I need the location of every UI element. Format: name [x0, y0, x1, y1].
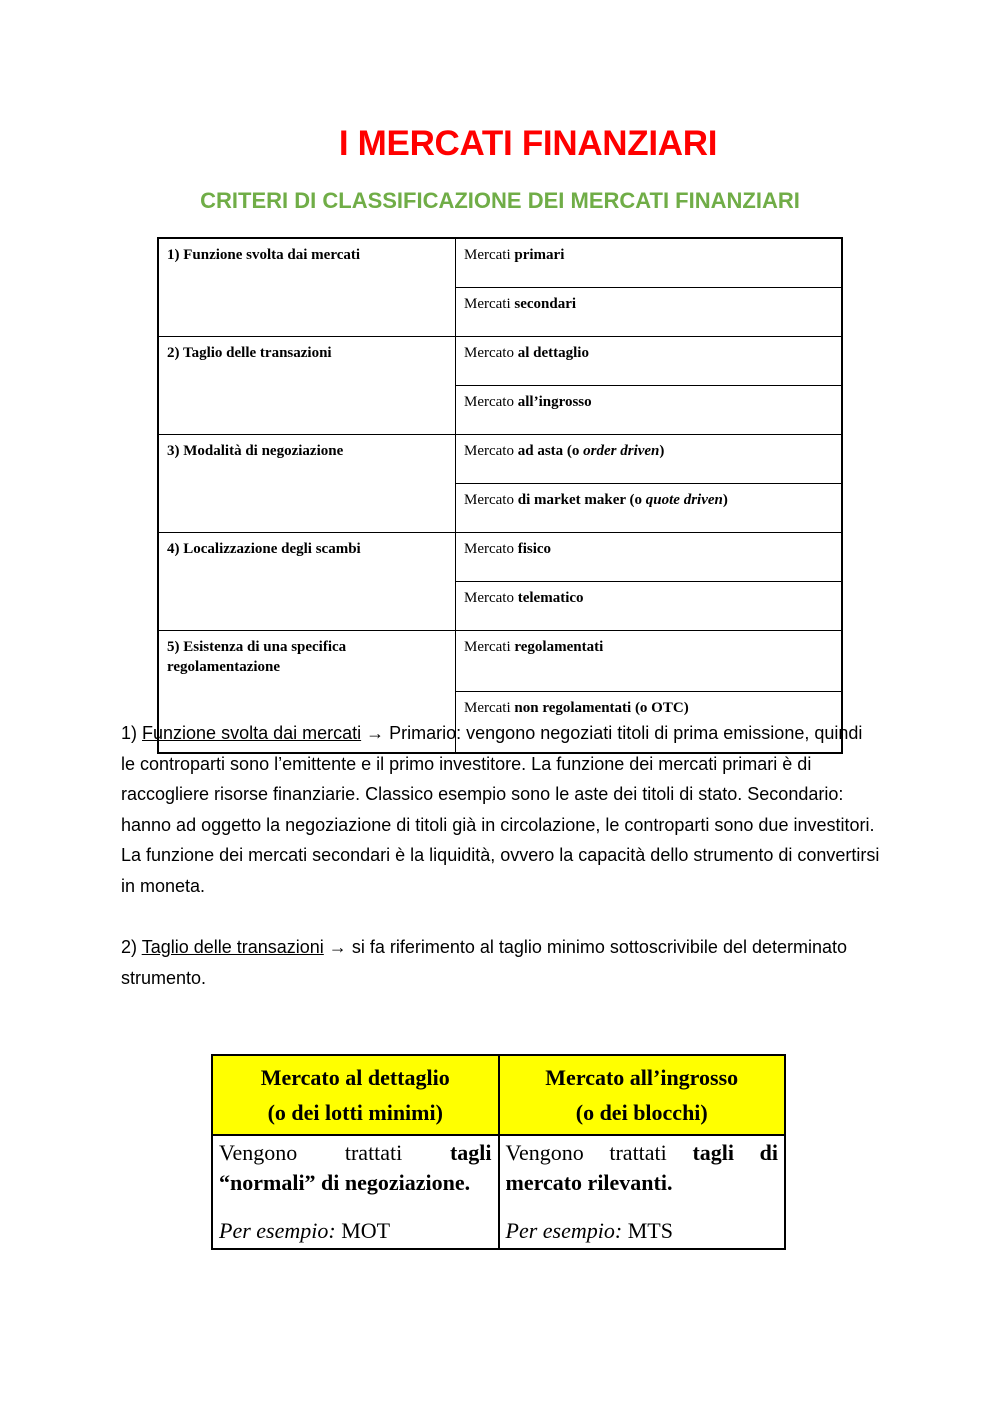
table-row [158, 238, 842, 288]
option-cell: Mercati regolamentati [456, 631, 843, 692]
option-cell: Mercati secondari [456, 288, 843, 337]
option-cell: Mercato all’ingrosso [456, 386, 843, 435]
option-cell: Mercato al dettaglio [456, 337, 843, 386]
option-cell: Mercati primari [456, 238, 843, 288]
criterion-cell: 1) Funzione svolta dai mercati [158, 238, 456, 337]
table-cell: Vengono trattati tagli di mercato rilevanti. Per esempio: MTS [499, 1135, 786, 1249]
header-cell: Mercato all’ingrosso (o dei blocchi) [499, 1055, 786, 1135]
option-cell: Mercati non regolamentati (o OTC) [456, 692, 843, 754]
option-cell: Mercato fisico [456, 533, 843, 582]
option-cell: Mercato telematico [456, 582, 843, 631]
table-row [158, 631, 842, 692]
criterion-cell: 2) Taglio delle transazioni [158, 337, 456, 435]
table-row [158, 533, 842, 582]
option-cell: Mercato di market maker (o quote driven) [456, 484, 843, 533]
table-cell: Vengono trattati tagli “normali” di negoziazione. Per esempio: MOT [212, 1135, 499, 1249]
option-cell: Mercato ad asta (o order driven) [456, 435, 843, 484]
criterion-cell: 5) Esistenza di una specifica regolamentazione [158, 631, 456, 754]
classification-table [157, 237, 843, 754]
transaction-size-table [211, 1054, 786, 1250]
paragraph-heading: Taglio delle transazioni [141, 937, 324, 957]
page-title: I MERCATI FINANZIARI [338, 124, 718, 163]
table-header-row [212, 1055, 785, 1135]
arrow-icon: → [361, 723, 390, 743]
criterion-cell: 4) Localizzazione degli scambi [158, 533, 456, 631]
page-subtitle: CRITERI DI CLASSIFICAZIONE DEI MERCATI FINANZIARI [200, 188, 800, 213]
table-row [158, 435, 842, 484]
paragraph-funzione: 1) Funzione svolta dai mercati → Primario: vengono negoziati titoli di prima emissione, quindi le controparti sono l’emittente e il primo investitore. La funzione dei mercati primari è di raccogliere risorse finanziarie. Classico esempio sono le aste dei titoli di stato. Secondario: hanno ad oggetto la negoziazione di titoli già in circolazione, le controparti sono due investitori. La funzione dei mercati secondari è la liquidità, ovvero la capacità dello strumento di convertirsi in moneta. [121, 723, 880, 896]
paragraph-heading: Funzione svolta dai mercati [142, 723, 362, 743]
table-row [212, 1135, 785, 1249]
header-cell: Mercato al dettaglio (o dei lotti minimi) [212, 1055, 499, 1135]
paragraph-taglio: 2) Taglio delle transazioni → si fa riferimento al taglio minimo sottoscrivibile del determinato strumento. [121, 937, 848, 988]
table-row [158, 337, 842, 386]
arrow-icon: → [323, 937, 352, 957]
criterion-cell: 3) Modalità di negoziazione [158, 435, 456, 533]
